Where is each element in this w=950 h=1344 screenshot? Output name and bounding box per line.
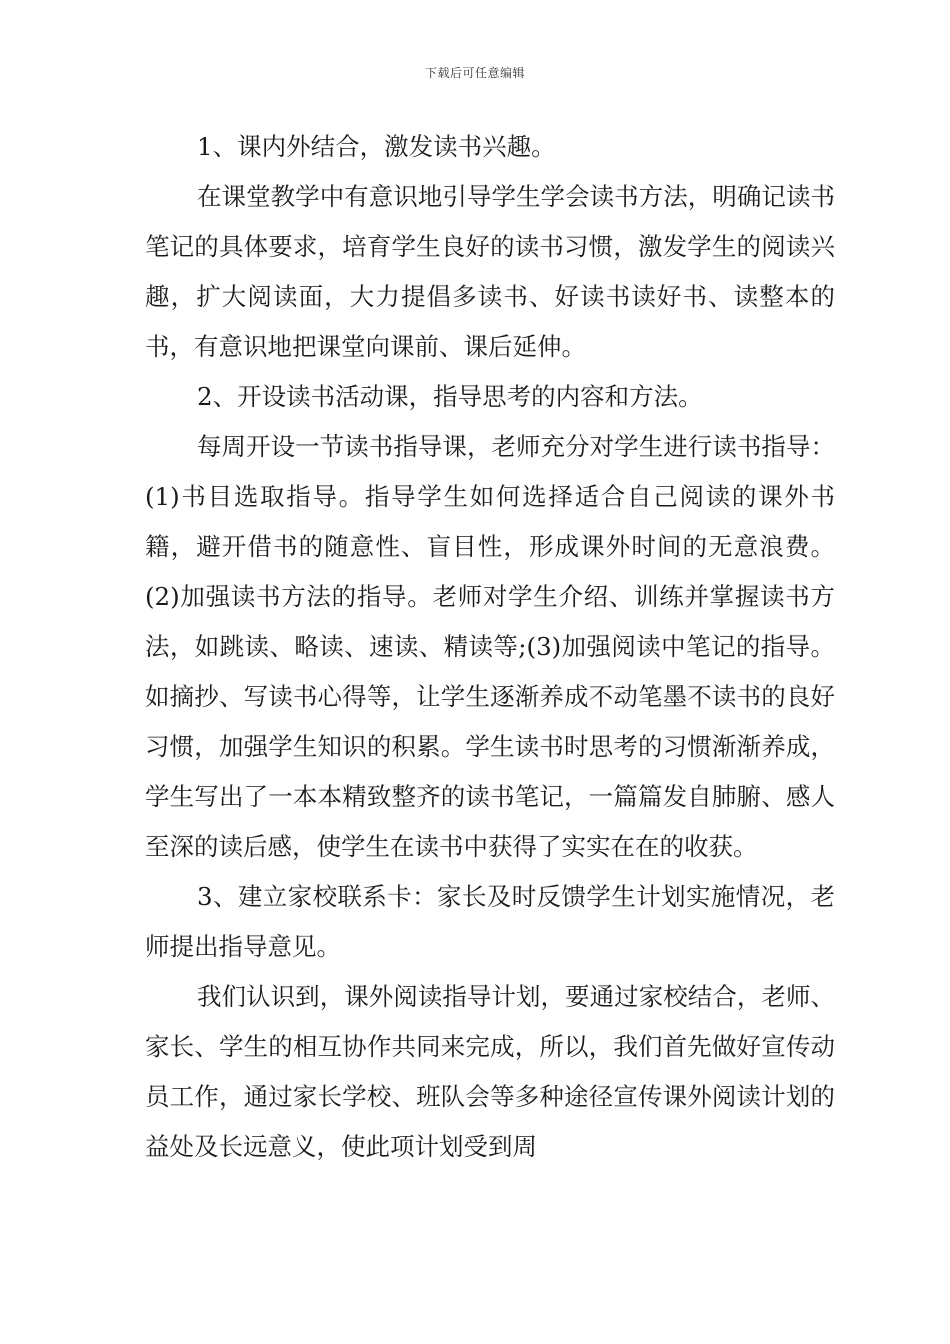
page-header: 下载后可任意编辑	[424, 66, 525, 80]
heading-2: 2、开设读书活动课，指导思考的内容和方法。	[197, 382, 703, 411]
heading-1: 1、课内外结合，激发读书兴趣。	[197, 132, 556, 161]
paragraph-1: 在课堂教学中有意识地引导学生学会读书方法，明确记读书笔记的具体要求，培育学生良好的读书习惯，激发学生的阅读兴趣，扩大阅读面，大力提倡多读书、好读书读好书、读整本的书，有意识地把课堂向课前、课后延伸。	[145, 182, 835, 361]
document-body	[145, 122, 835, 1172]
paragraph-2: 每周开设一节读书指导课，老师充分对学生进行读书指导：(1)书目选取指导。指导学生如何选择适合自己阅读的课外书籍，避开借书的随意性、盲目性，形成课外时间的无意浪费。(2)加强读书方法的指导。老师对学生介绍、训练并掌握读书方法，如跳读、略读、速读、精读等;(3)加强阅读中笔记的指导。如摘抄、写读书心得等，让学生逐渐养成不动笔墨不读书的良好习惯，加强学生知识的积累。学生读书时思考的习惯渐渐养成，学生写出了一本本精致整齐的读书笔记，一篇篇发自肺腑、感人至深的读后感，使学生在读书中获得了实实在在的收获。	[145, 432, 835, 861]
paragraph-3: 我们认识到，课外阅读指导计划，要通过家校结合，老师、家长、学生的相互协作共同来完成，所以，我们首先做好宣传动员工作，通过家长学校、班队会等多种途径宣传课外阅读计划的益处及长远意义，使此项计划受到周	[145, 982, 835, 1161]
heading-3: 3、建立家校联系卡：家长及时反馈学生计划实施情况，老师提出指导意见。	[145, 882, 835, 961]
